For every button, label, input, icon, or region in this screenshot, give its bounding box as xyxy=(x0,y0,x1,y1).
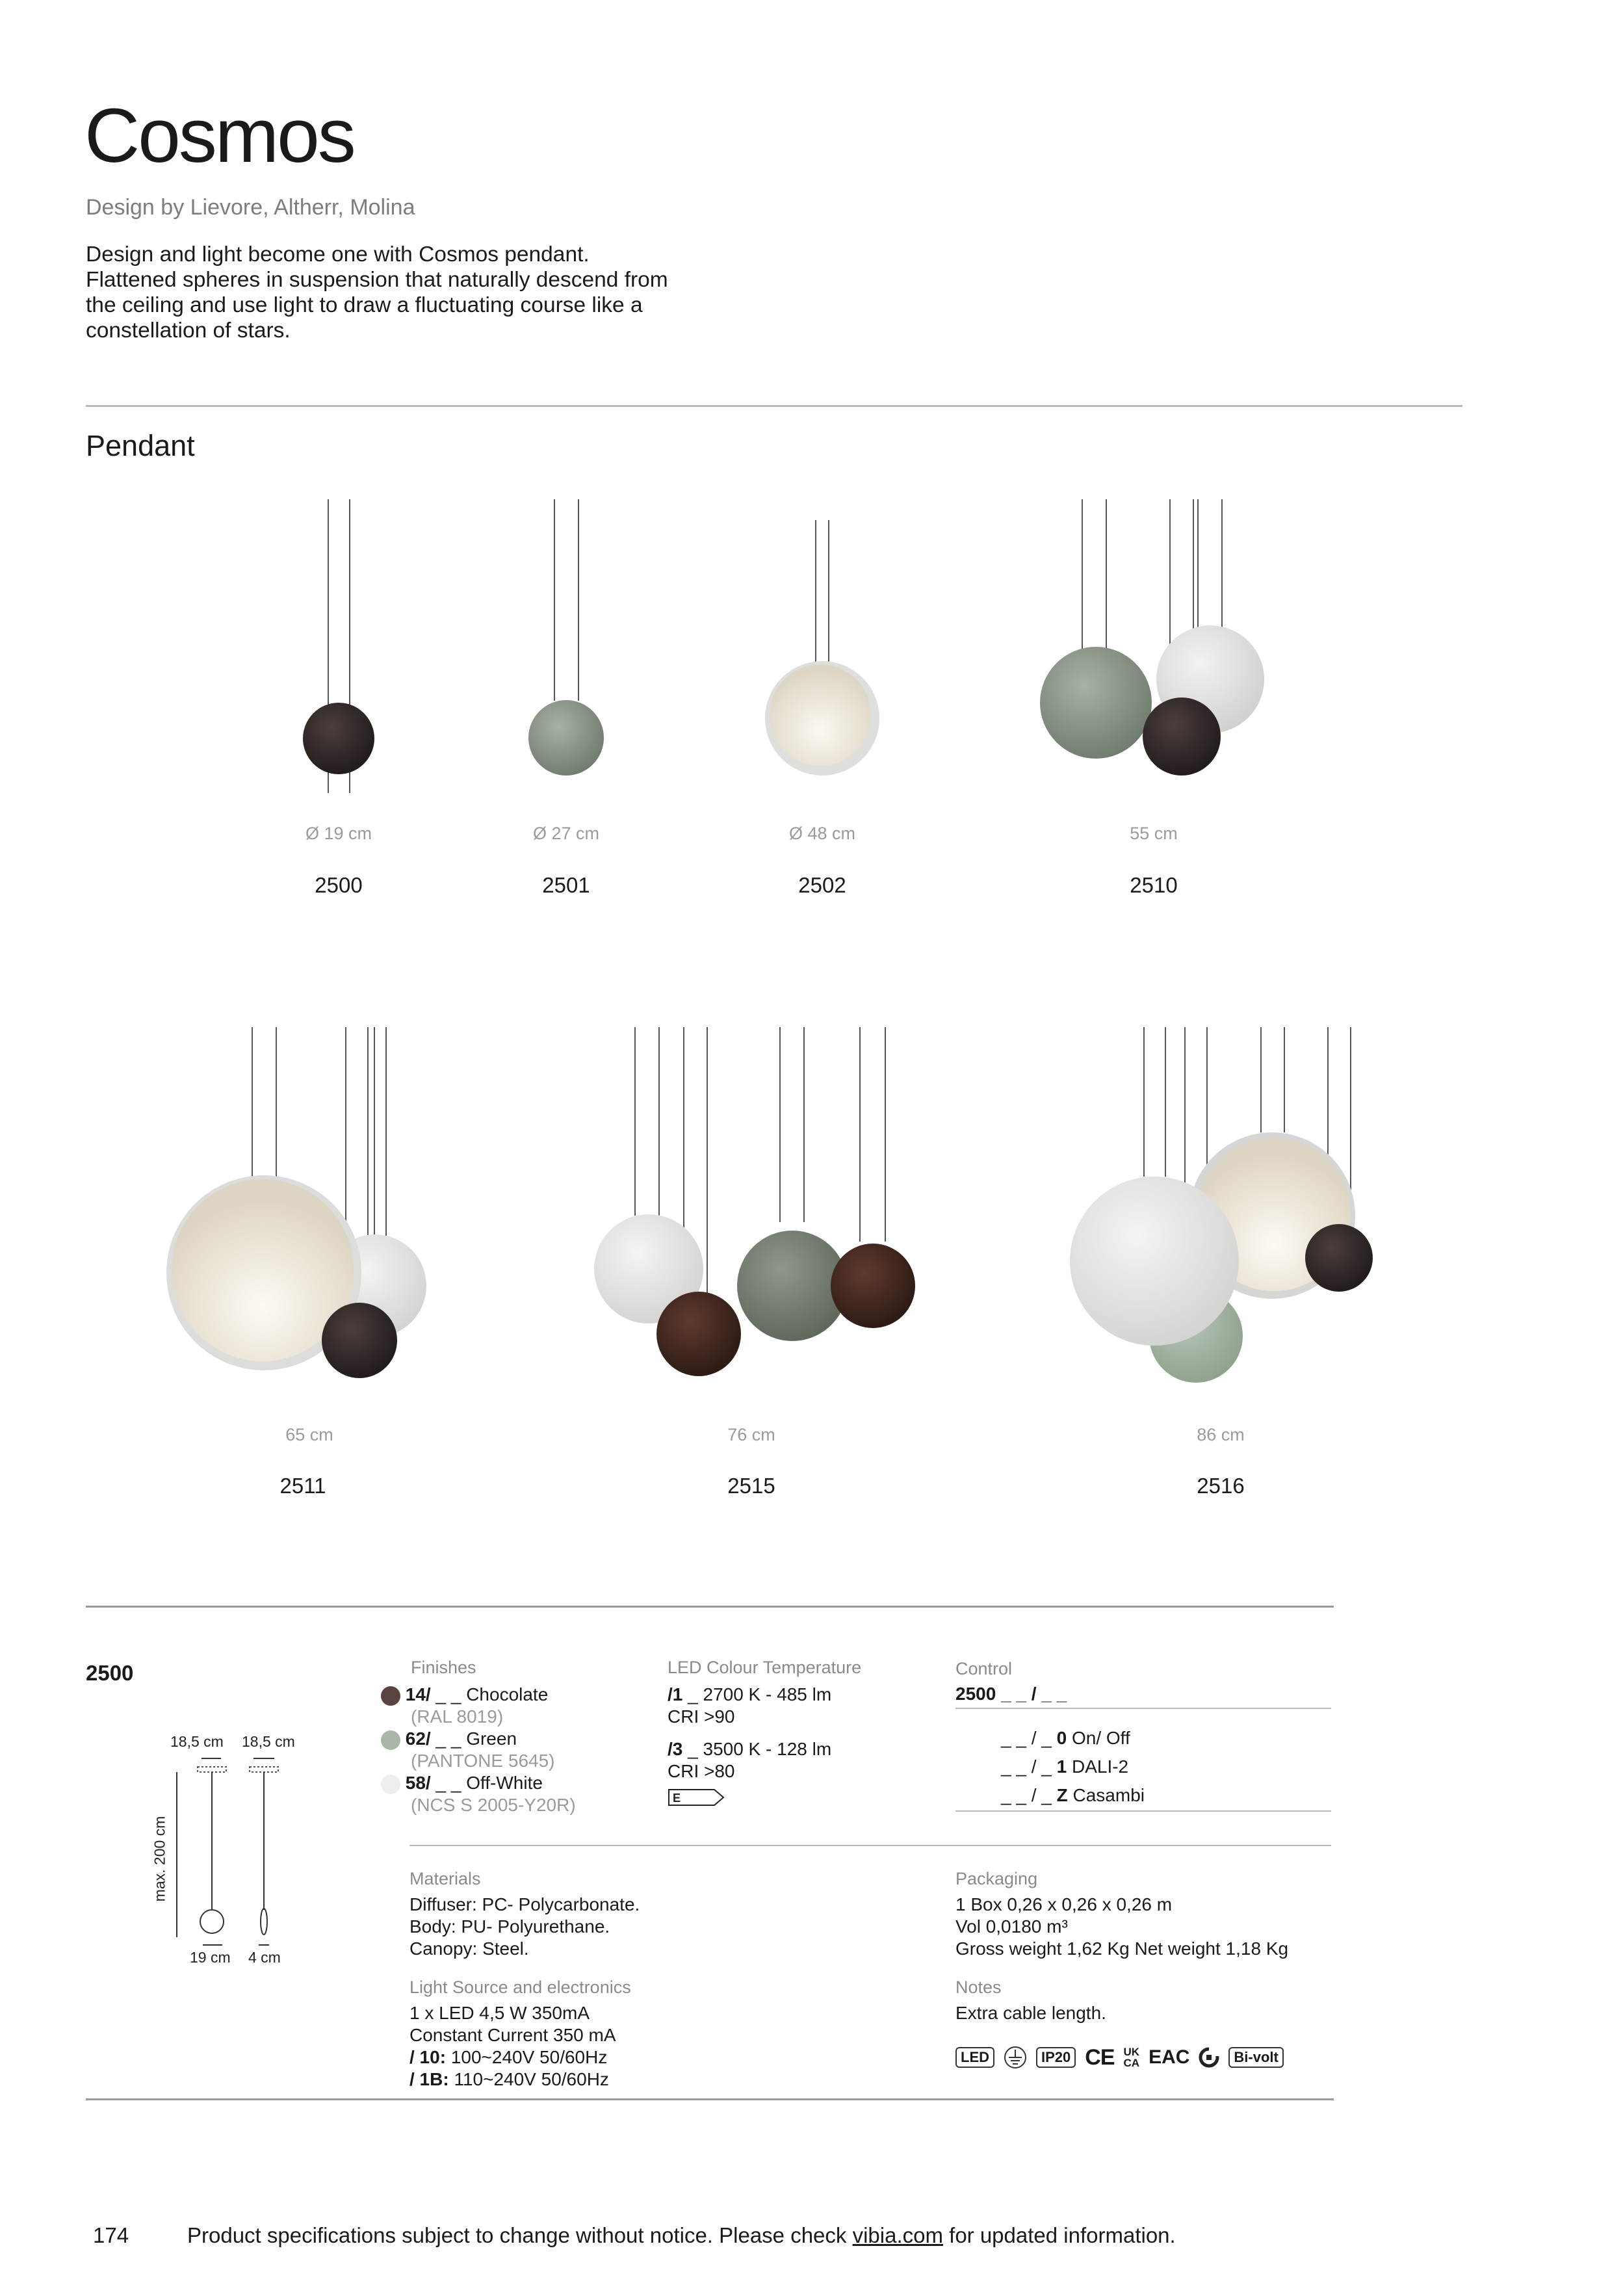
code-2515: 2515 xyxy=(727,1474,775,1498)
finish-ref: (PANTONE 5645) xyxy=(411,1751,555,1771)
code-2502: 2502 xyxy=(798,873,846,897)
header-divider xyxy=(86,405,1462,407)
finish-blank: _ _ xyxy=(430,1684,467,1704)
control-option-casambi[interactable] xyxy=(1001,1784,1261,1813)
led-code: /3 xyxy=(668,1739,683,1759)
material-line: Diffuser: PC- Polycarbonate. xyxy=(409,1894,640,1914)
pendant-2516-icon xyxy=(1070,1027,1373,1383)
energy-class-icon xyxy=(668,1788,726,1807)
pendant-2510-icon xyxy=(1040,499,1264,776)
finish-ref: (NCS S 2005-Y20R) xyxy=(411,1795,576,1815)
finish-offwhite[interactable] xyxy=(381,1772,615,1816)
pendant-2501-icon xyxy=(528,499,604,776)
pendant-row1-illustration xyxy=(0,494,1623,793)
chocolate-swatch-icon xyxy=(381,1686,400,1706)
designer-credit: Design by Lievore, Altherr, Molina xyxy=(86,195,415,220)
page-number: 174 xyxy=(93,2223,129,2247)
notes-heading: Notes xyxy=(955,1977,1002,1997)
section-title: Pendant xyxy=(86,429,195,462)
finish-blank: _ _ xyxy=(430,1729,467,1749)
energy-class-label: E xyxy=(673,1792,681,1805)
finish-ref: (RAL 8019) xyxy=(411,1706,504,1727)
control-divider xyxy=(955,1708,1331,1709)
eac-mark-icon: EAC xyxy=(1149,2046,1190,2068)
pendant-row2-illustration xyxy=(0,1027,1623,1404)
led-option-2700[interactable] xyxy=(668,1684,902,1738)
footer-text-after: for updated information. xyxy=(942,2223,1176,2247)
footer-text xyxy=(187,2223,1176,2248)
ukca-mark-icon xyxy=(1124,2046,1140,2068)
code-2516: 2516 xyxy=(1197,1474,1245,1498)
finish-code: 58/ xyxy=(405,1773,431,1793)
voltage-text: 110~240V 50/60Hz xyxy=(448,2069,609,2089)
packaging-line: Gross weight 1,62 Kg Net weight 1,18 Kg xyxy=(955,1938,1289,1959)
spec-bottom-divider xyxy=(86,2098,1334,2100)
control-prefix: _ _ / _ xyxy=(1001,1728,1057,1748)
voltage-text: 100~240V 50/60Hz xyxy=(446,2047,608,2067)
control-option-dali[interactable] xyxy=(1001,1756,1261,1784)
finish-chocolate[interactable] xyxy=(381,1684,615,1728)
light-source-list xyxy=(409,2002,799,2091)
voltage-code: / 10: xyxy=(409,2047,447,2067)
offwhite-swatch-icon xyxy=(381,1775,400,1794)
led-cri: CRI >90 xyxy=(668,1706,735,1727)
control-list xyxy=(1001,1727,1261,1813)
footer-text-before: Product specifications subject to change without notice. Please check xyxy=(187,2223,853,2247)
spec-top-divider xyxy=(86,1606,1334,1608)
dim-2510: 55 cm xyxy=(1130,824,1178,843)
ip20-badge-icon: IP20 xyxy=(1036,2047,1076,2068)
light-source-heading: Light Source and electronics xyxy=(409,1977,631,1997)
drawing-diameter: 19 cm xyxy=(190,1949,231,1966)
control-prefix: _ _ / _ xyxy=(1001,1785,1057,1805)
ce-mark-icon: CE xyxy=(1085,2044,1115,2070)
materials-heading: Materials xyxy=(409,1869,481,1888)
ukca-bottom: CA xyxy=(1123,2057,1140,2069)
packaging-line: Vol 0,0180 m³ xyxy=(955,1916,1068,1937)
certification-badges xyxy=(955,2044,1284,2070)
finish-code: 14/ xyxy=(405,1684,431,1704)
led-badge-icon: LED xyxy=(955,2047,994,2068)
packaging-list xyxy=(955,1894,1345,1960)
packaging-heading: Packaging xyxy=(955,1869,1038,1888)
page-title: Cosmos xyxy=(84,93,354,179)
dim-2501: Ø 27 cm xyxy=(532,824,600,843)
code-2500: 2500 xyxy=(315,873,363,897)
dim-2515: 76 cm xyxy=(727,1425,775,1444)
control-opt-code: 1 xyxy=(1056,1756,1067,1777)
finishes-heading: Finishes xyxy=(411,1658,476,1677)
spec-mid-divider xyxy=(409,1845,1331,1846)
control-prefix: _ _ / _ xyxy=(1001,1756,1057,1777)
control-opt-label: Casambi xyxy=(1072,1785,1145,1805)
drawing-canopy-width-left: 18,5 cm xyxy=(170,1733,224,1750)
finish-blank: _ _ xyxy=(430,1773,467,1793)
light-source-line: Constant Current 350 mA xyxy=(409,2025,616,2045)
pendant-2511-icon xyxy=(166,1027,426,1378)
pendant-2515-icon xyxy=(594,1027,915,1376)
finish-name: Off-White xyxy=(466,1773,543,1793)
pendant-2500-icon xyxy=(303,499,374,793)
voltage-10 xyxy=(409,2046,799,2068)
vibia-link[interactable]: vibia.com xyxy=(852,2223,943,2247)
code-2511: 2511 xyxy=(279,1474,326,1498)
drawing-depth: 4 cm xyxy=(248,1949,281,1966)
finish-green[interactable] xyxy=(381,1728,615,1772)
drawing-canopy-width-right: 18,5 cm xyxy=(242,1733,295,1750)
technical-drawing xyxy=(151,1723,326,1983)
drawing-cable-length: max. 200 cm xyxy=(151,1816,168,1902)
bivolt-badge-icon: Bi-volt xyxy=(1228,2047,1283,2068)
led-list xyxy=(668,1684,902,1812)
drawing-lines xyxy=(151,1723,326,1983)
voltage-code: / 1B: xyxy=(409,2069,449,2089)
led-option-3500[interactable] xyxy=(668,1738,902,1788)
led-text: _ 2700 K - 485 lm xyxy=(682,1684,832,1704)
recycle-leaf-icon xyxy=(1199,2047,1219,2068)
led-text: _ 3500 K - 128 lm xyxy=(682,1739,832,1759)
materials-list xyxy=(409,1894,799,1960)
control-opt-code: 0 xyxy=(1056,1728,1067,1748)
ukca-top: UK xyxy=(1123,2046,1140,2058)
finish-name: Chocolate xyxy=(466,1684,549,1704)
dim-2500: Ø 19 cm xyxy=(305,824,372,843)
material-line: Body: PU- Polyurethane. xyxy=(409,1916,610,1937)
finish-code: 62/ xyxy=(405,1729,431,1749)
spec-model: 2500 xyxy=(86,1661,134,1685)
control-option-onoff[interactable] xyxy=(1001,1727,1261,1756)
intro-text: Design and light become one with Cosmos pendant. Flattened spheres in suspension that naturally descend from the ceiling and use light to draw a fluctuating course like a constellation of stars. xyxy=(86,242,668,343)
code-2501: 2501 xyxy=(542,873,590,897)
control-heading: Control xyxy=(955,1659,1013,1678)
led-code: /1 xyxy=(668,1684,683,1704)
dim-2516: 86 cm xyxy=(1197,1425,1245,1444)
control-opt-label: On/ Off xyxy=(1071,1728,1130,1748)
light-source-line: 1 x LED 4,5 W 350mA xyxy=(409,2003,590,2023)
material-line: Canopy: Steel. xyxy=(409,1938,529,1959)
code-2510: 2510 xyxy=(1130,873,1178,897)
dim-2511: 65 cm xyxy=(285,1425,333,1444)
control-code: 2500 _ _ / _ _ xyxy=(955,1684,1067,1704)
led-heading: LED Colour Temperature xyxy=(668,1658,862,1677)
pendant-2502-icon xyxy=(765,520,879,776)
finishes-list xyxy=(381,1684,615,1816)
voltage-1b xyxy=(409,2068,799,2091)
dim-2502: Ø 48 cm xyxy=(788,824,856,843)
green-swatch-icon xyxy=(381,1730,400,1750)
notes-text: Extra cable length. xyxy=(955,2003,1106,2023)
ground-symbol-icon xyxy=(1004,2046,1027,2069)
control-bottom-divider xyxy=(955,1810,1331,1812)
led-cri: CRI >80 xyxy=(668,1761,735,1781)
packaging-line: 1 Box 0,26 x 0,26 x 0,26 m xyxy=(955,1894,1173,1914)
finish-name: Green xyxy=(466,1729,517,1749)
control-opt-code: Z xyxy=(1056,1785,1068,1805)
control-opt-label: DALI-2 xyxy=(1071,1756,1129,1777)
